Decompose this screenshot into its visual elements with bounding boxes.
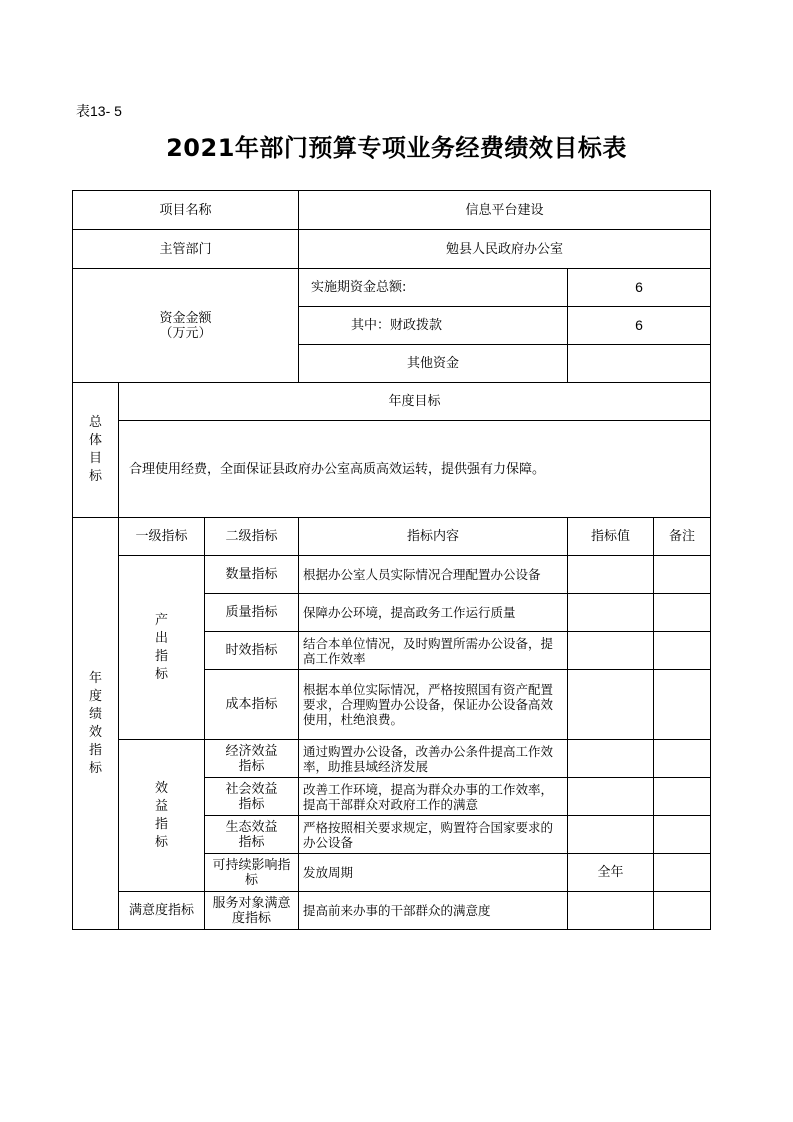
indicator-level2: 时效指标: [205, 632, 299, 670]
funds-fiscal-value: 6: [568, 307, 711, 345]
indicator-level2: 服务对象满意度指标: [205, 892, 299, 930]
overall-side-label: 总体目标: [73, 383, 119, 518]
indicator-row: [73, 892, 711, 930]
overall-header-row: [73, 383, 711, 421]
indicator-level2: 经济效益指标: [205, 740, 299, 778]
funds-total-label: 实施期资金总额:: [299, 269, 568, 307]
indicator-note: [654, 594, 711, 632]
indicator-header-row: [73, 518, 711, 556]
performance-target-table: [72, 190, 711, 930]
indicator-value: [568, 740, 654, 778]
indicator-value: [568, 778, 654, 816]
header-value: 指标值: [568, 518, 654, 556]
indicator-note: [654, 778, 711, 816]
indicator-content: 发放周期: [299, 854, 568, 892]
overall-text: 合理使用经费，全面保证县政府办公室高质高效运转，提供强有力保障。: [119, 421, 711, 518]
indicator-value: [568, 594, 654, 632]
indicator-level2: 生态效益指标: [205, 816, 299, 854]
department-row: [73, 230, 711, 269]
indicator-note: [654, 556, 711, 594]
indicator-note: [654, 740, 711, 778]
indicator-value: [568, 632, 654, 670]
indicator-note: [654, 854, 711, 892]
indicator-value: 全年: [568, 854, 654, 892]
indicator-note: [654, 632, 711, 670]
funds-other-value: [568, 345, 711, 383]
benefit-label: 效益指标: [119, 740, 205, 892]
funds-fiscal-label: 其中：财政拨款: [299, 307, 568, 345]
indicator-level2: 可持续影响指标: [205, 854, 299, 892]
indicator-content: 改善工作环境，提高为群众办事的工作效率，提高干部群众对政府工作的满意: [299, 778, 568, 816]
indicator-level2: 质量指标: [205, 594, 299, 632]
indicator-value: [568, 816, 654, 854]
funds-label-line1: 资金金额: [159, 310, 212, 326]
indicator-content: 保障办公环境，提高政务工作运行质量: [299, 594, 568, 632]
header-level2: 二级指标: [205, 518, 299, 556]
indicator-level2: 成本指标: [205, 670, 299, 740]
project-name-value: 信息平台建设: [299, 191, 711, 230]
funds-label: [73, 269, 299, 383]
department-value: 勉县人民政府办公室: [299, 230, 711, 269]
project-name-label: 项目名称: [73, 191, 299, 230]
page-title: 2021年部门预算专项业务经费绩效目标表: [166, 134, 627, 162]
funds-total-value: 6: [568, 269, 711, 307]
indicator-level2: 数量指标: [205, 556, 299, 594]
indicator-content: 严格按照相关要求规定，购置符合国家要求的办公设备: [299, 816, 568, 854]
indicators-side-label: 年度绩效指标: [73, 518, 119, 930]
overall-header: 年度目标: [119, 383, 711, 421]
indicator-value: [568, 556, 654, 594]
overall-text-row: [73, 421, 711, 518]
indicator-level2: 社会效益指标: [205, 778, 299, 816]
satisfaction-label: 满意度指标: [119, 892, 205, 930]
indicator-note: [654, 670, 711, 740]
project-row: [73, 191, 711, 230]
header-level1: 一级指标: [119, 518, 205, 556]
department-label: 主管部门: [73, 230, 299, 269]
funds-total-row: [73, 269, 711, 307]
indicator-note: [654, 892, 711, 930]
indicator-value: [568, 892, 654, 930]
header-content: 指标内容: [299, 518, 568, 556]
indicator-content: 结合本单位情况，及时购置所需办公设备，提高工作效率: [299, 632, 568, 670]
indicator-row: [73, 556, 711, 594]
output-label: 产出指标: [119, 556, 205, 740]
funds-other-label: 其他资金: [299, 345, 568, 383]
indicator-content: 提高前来办事的干部群众的满意度: [299, 892, 568, 930]
header-note: 备注: [654, 518, 711, 556]
table-number: 表13- 5: [76, 103, 122, 119]
funds-label-line2: （万元）: [159, 325, 212, 341]
indicator-row: [73, 740, 711, 778]
indicator-value: [568, 670, 654, 740]
indicator-content: 根据本单位实际情况，严格按照国有资产配置要求，合理购置办公设备，保证办公设备高效使用，杜绝浪费。: [299, 670, 568, 740]
indicator-note: [654, 816, 711, 854]
indicator-content: 根据办公室人员实际情况合理配置办公设备: [299, 556, 568, 594]
indicator-content: 通过购置办公设备，改善办公条件提高工作效率，助推县域经济发展: [299, 740, 568, 778]
